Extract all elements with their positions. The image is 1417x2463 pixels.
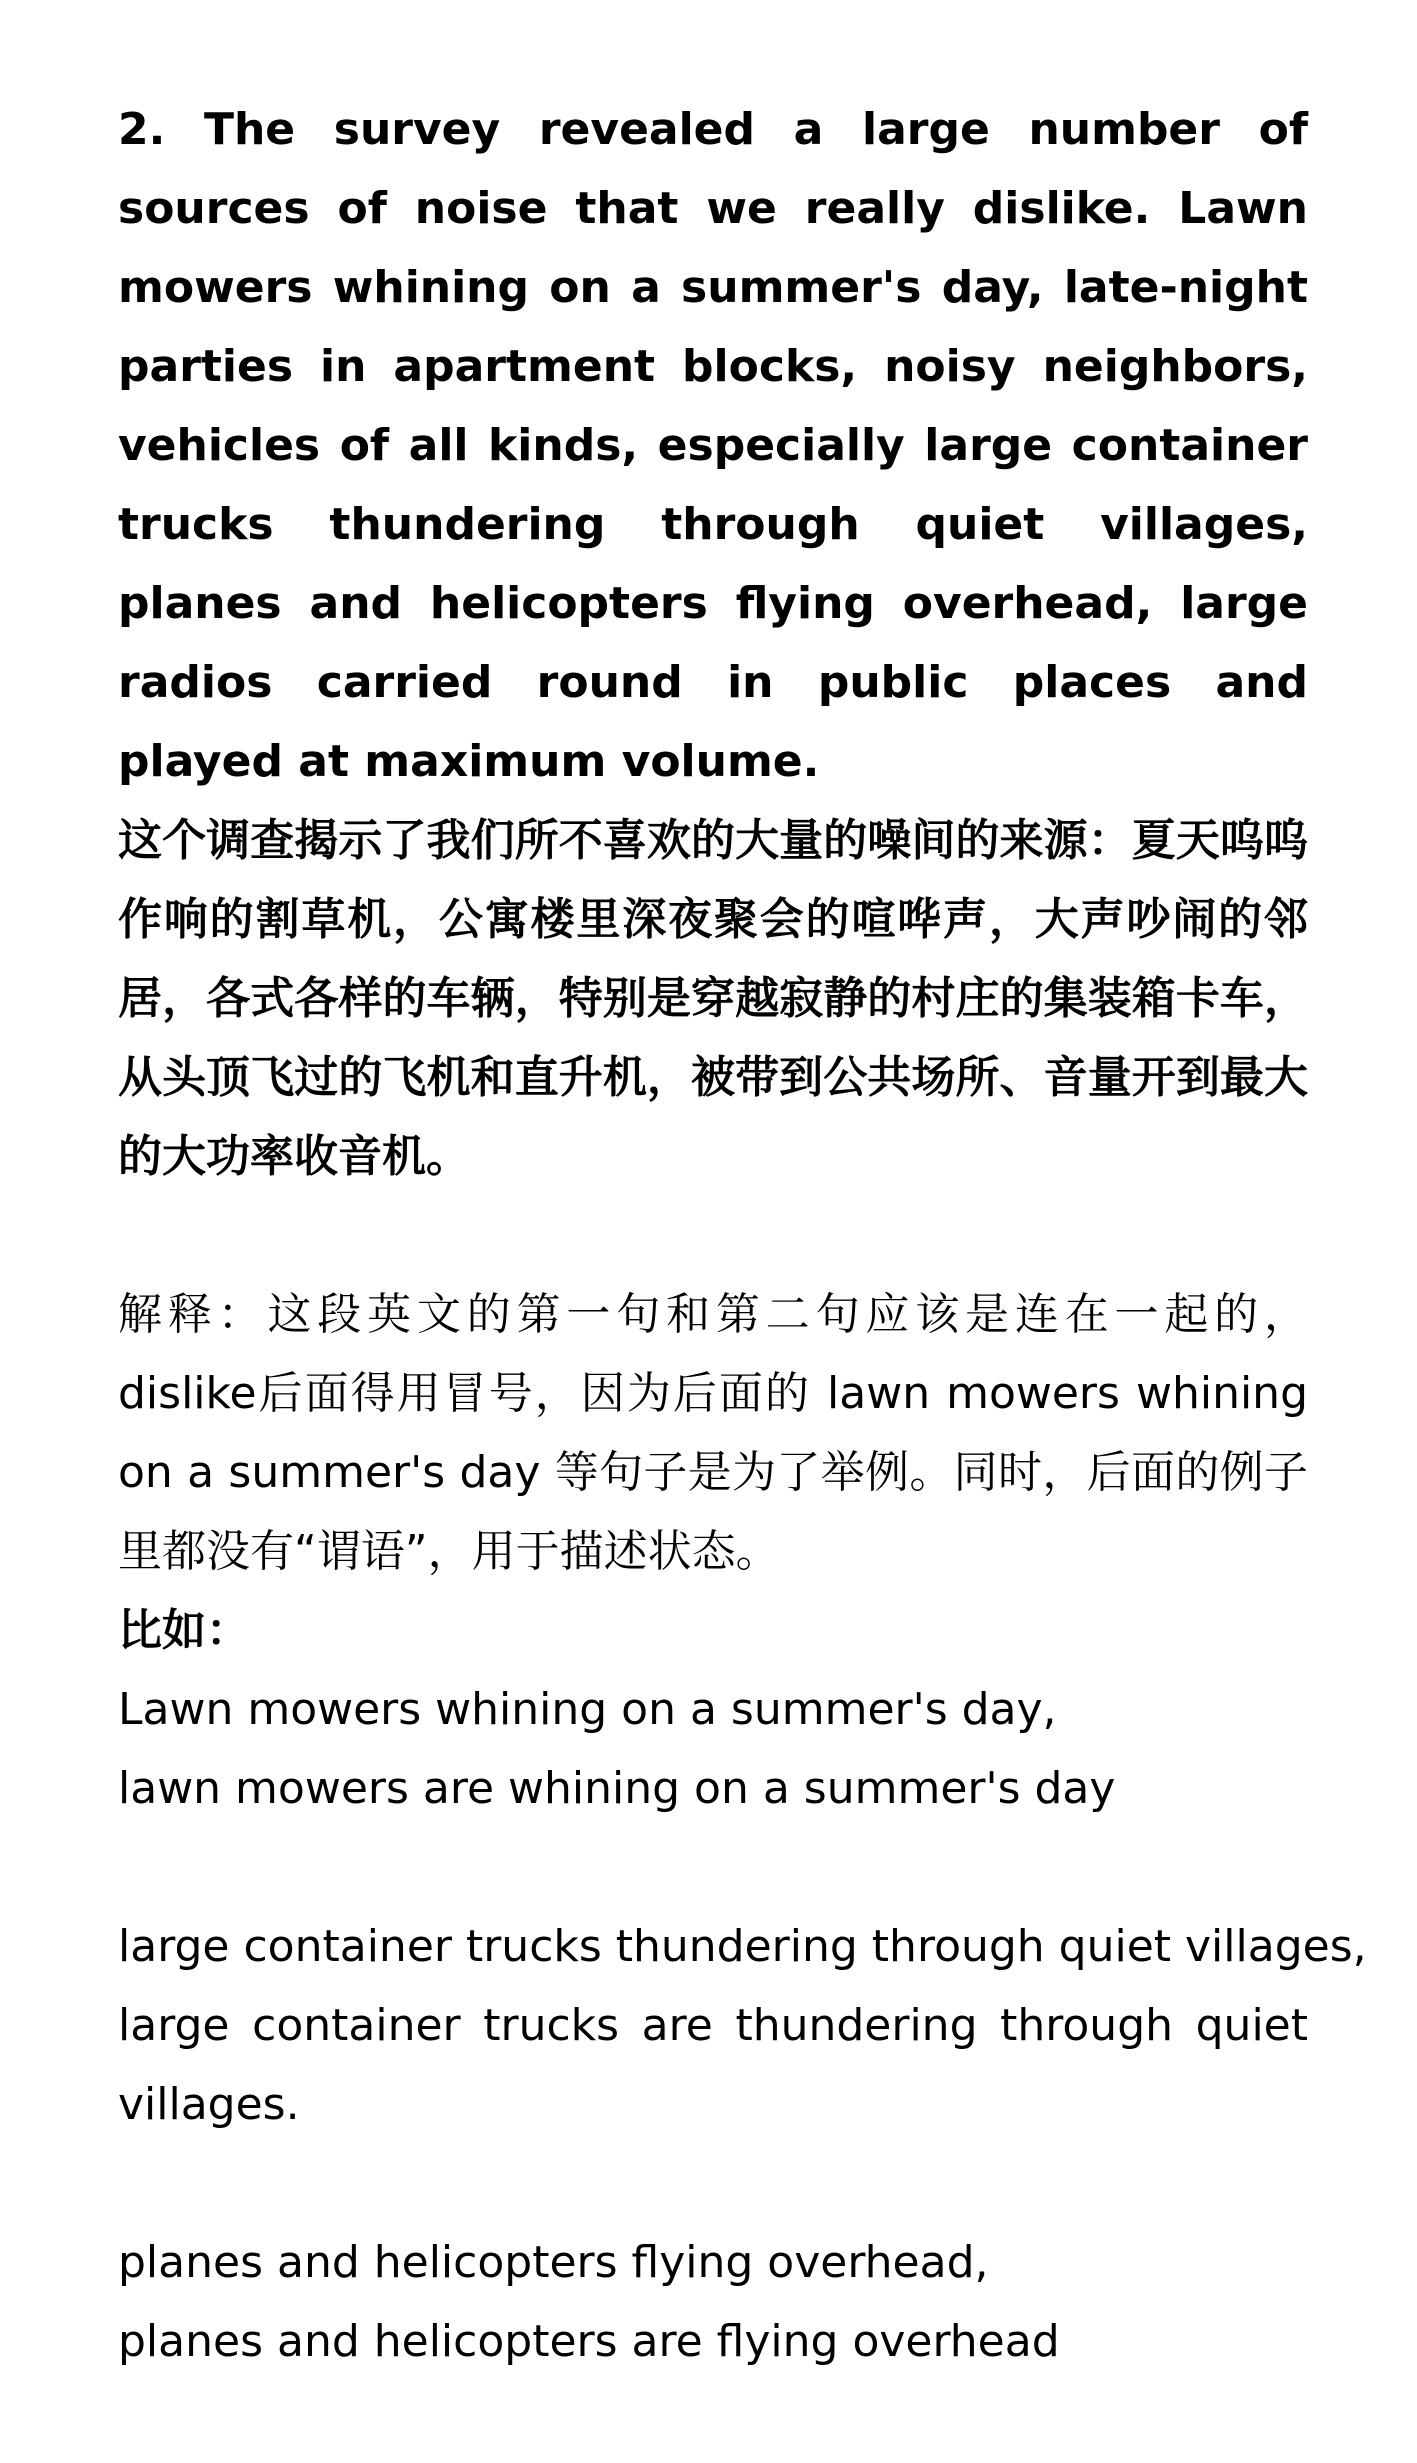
example-original: large container trucks thundering through quiet villages, [118, 1921, 1367, 1972]
example-item [118, 1907, 1367, 2144]
example-item [118, 1670, 1308, 1828]
examples-heading: 比如： [118, 1605, 250, 1656]
example-rewritten: large container trucks are thundering through quiet villages. [118, 2000, 1308, 2130]
example-original: planes and helicopters flying overhead, [118, 2237, 989, 2288]
document-page [118, 90, 1367, 2381]
example-rewritten: lawn mowers are whining on a summer's day [118, 1763, 1116, 1814]
example-item [118, 2223, 1308, 2381]
paragraph-chinese-translation: 这个调查揭示了我们所不喜欢的大量的噪间的来源：夏天呜呜作响的割草机，公寓楼里深夜聚会的喧哗声，大声吵闹的邻居，各式各样的车辆，特别是穿越寂静的村庄的集装箱卡车，从头顶飞过的飞机和直升机，被带到公共场所、音量开到最大的大功率收音机。 [118, 815, 1308, 1182]
examples-list [118, 1670, 1367, 2381]
explanation-paragraph: 解释：这段英文的第一句和第二句应该是连在一起的，dislike后面得用冒号，因为后面的 lawn mowers whining on a summer's day 等句子是为了举例。同时，后面的例子里都没有“谓语”，用于描述状态。 [118, 1289, 1308, 1577]
example-original: Lawn mowers whining on a summer's day, [118, 1684, 1057, 1735]
paragraph-english: 2. The survey revealed a large number of sources of noise that we really dislike. Lawn mowers whining on a summer's day, late-night parties in apartment blocks, noisy neighbors, vehicles of all kinds, especially large container trucks thundering through quiet villages, planes and helicopters flying overhead, large radios carried round in public places and played at maximum volume. [118, 104, 1308, 787]
example-rewritten: planes and helicopters are flying overhead [118, 2316, 1060, 2367]
